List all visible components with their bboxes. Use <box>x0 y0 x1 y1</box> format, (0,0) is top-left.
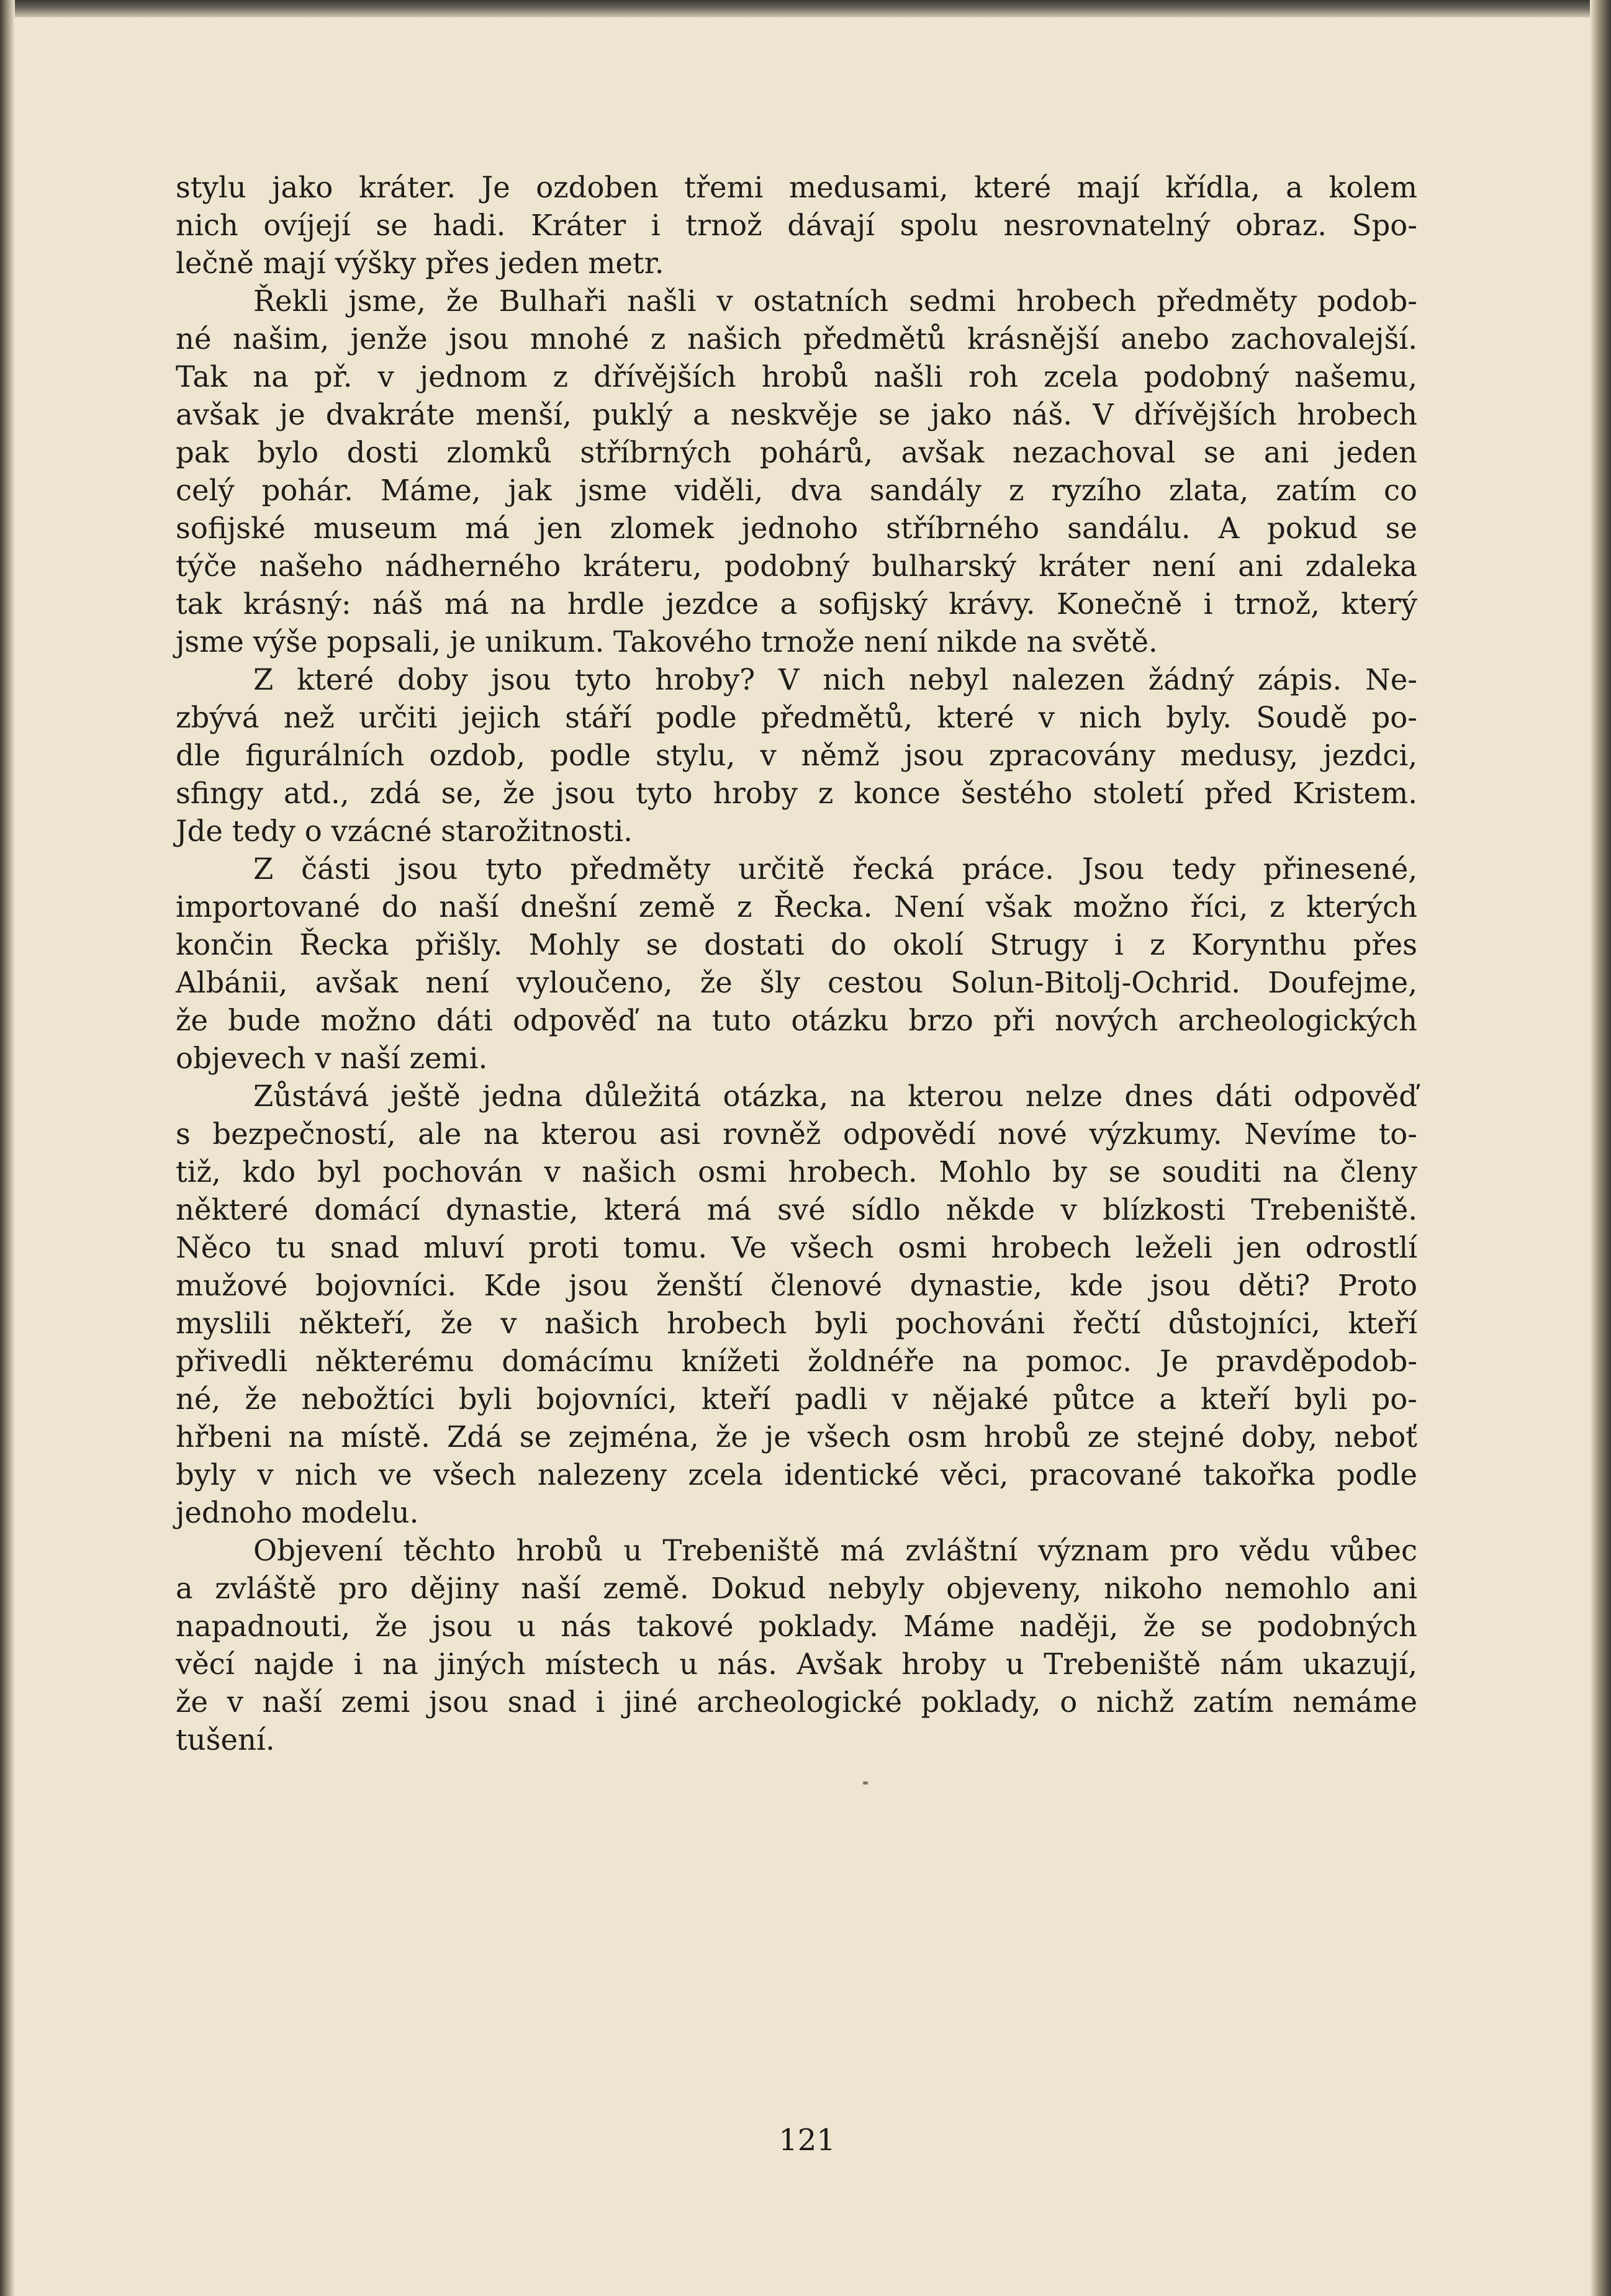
text-line: sofijské museum má jen zlomek jednoho stříbrného sandálu. A pokud se <box>176 511 1417 545</box>
text-line: stylu jako kráter. Je ozdoben třemi medusami, které mají křídla, a kolem <box>176 171 1417 204</box>
scan-left-edge <box>0 0 15 2296</box>
text-line: zbývá než určiti jejich stáří podle předmětů, které v nich byly. Soudě po- <box>176 701 1417 734</box>
text-line: Tak na př. v jednom z dřívějších hrobů našli roh zcela podobný našemu, <box>176 360 1417 394</box>
text-line: některé domácí dynastie, která má své sídlo někde v blízkosti Trebeniště. <box>176 1193 1417 1227</box>
scan-top-edge <box>0 0 1611 17</box>
text-line: hřbeni na místě. Zdá se zejména, že je všech osm hrobů ze stejné doby, neboť <box>176 1420 1417 1454</box>
text-line: nich ovíjejí se hadi. Kráter i trnož dávají spolu nesrovnatelný obraz. Spo- <box>176 209 1417 242</box>
text-line: s bezpečností, ale na kterou asi rovněž odpovědí nové výzkumy. Nevíme to- <box>176 1117 1417 1151</box>
page-number: 121 <box>778 2123 836 2158</box>
text-line: a zvláště pro dějiny naší země. Dokud nebyly objeveny, nikoho nemohlo ani <box>176 1572 1417 1605</box>
text-line: objevech v naší zemi. <box>176 1042 488 1075</box>
text-line: tušení. <box>176 1723 275 1757</box>
text-line: né, že nebožtíci byli bojovníci, kteří padli v nějaké půtce a kteří byli po- <box>176 1382 1417 1416</box>
text-line: Něco tu snad mluví proti tomu. Ve všech osmi hrobech leželi jen odrostlí <box>176 1231 1417 1264</box>
text-line: věcí najde i na jiných místech u nás. Avšak hroby u Trebeniště nám ukazují, <box>176 1647 1417 1681</box>
text-line: Jde tedy o vzácné starožitnosti. <box>176 814 633 848</box>
text-line: myslili někteří, že v našich hrobech byli pochováni řečtí důstojníci, kteří <box>176 1307 1417 1340</box>
text-line: Řekli jsme, že Bulhaři našli v ostatních sedmi hrobech předměty podob- <box>253 284 1417 318</box>
text-line: přivedli některému domácímu knížeti žoldnéře na pomoc. Je pravděpodob- <box>176 1344 1417 1378</box>
text-line: né našim, jenže jsou mnohé z našich předmětů krásnější anebo zachovalejší. <box>176 322 1417 356</box>
text-line: jednoho modelu. <box>176 1496 419 1529</box>
text-line: napadnouti, že jsou u nás takové poklady. Máme naději, že se podobných <box>176 1609 1417 1643</box>
text-line: pak bylo dosti zlomků stříbrných pohárů, avšak nezachoval se ani jeden <box>176 436 1417 469</box>
text-line: tak krásný: náš má na hrdle jezdce a sofijský krávy. Konečně i trnož, který <box>176 587 1417 621</box>
text-line: mužové bojovníci. Kde jsou ženští členové dynastie, kde jsou děti? Proto <box>176 1269 1417 1302</box>
text-line: celý pohár. Máme, jak jsme viděli, dva sandály z ryzího zlata, zatím co <box>176 474 1417 507</box>
text-line: dle figurálních ozdob, podle stylu, v němž jsou zpracovány medusy, jezdci, <box>176 739 1417 772</box>
body-text <box>176 169 1417 1759</box>
text-line: Z části jsou tyto předměty určitě řecká práce. Jsou tedy přinesené, <box>253 852 1417 886</box>
text-line: importované do naší dnešní země z Řecka. Není však možno říci, z kterých <box>176 890 1417 924</box>
text-line: týče našeho nádherného kráteru, podobný bulharský kráter není ani zdaleka <box>176 549 1417 583</box>
text-line: avšak je dvakráte menší, puklý a neskvěje se jako náš. V dřívějších hrobech <box>176 398 1417 431</box>
text-line: Albánii, avšak není vyloučeno, že šly cestou Solun-Bitolj-Ochrid. Doufejme, <box>176 966 1417 999</box>
text-line: lečně mají výšky přes jeden metr. <box>176 246 664 280</box>
text-line: končin Řecka přišly. Mohly se dostati do okolí Strugy i z Korynthu přes <box>176 928 1417 961</box>
text-line: že bude možno dáti odpověď na tuto otázku brzo při nových archeologických <box>176 1004 1417 1037</box>
text-line: byly v nich ve všech nalezeny zcela identické věci, pracované takořka podle <box>176 1458 1417 1492</box>
text-line: Z které doby jsou tyto hroby? V nich nebyl nalezen žádný zápis. Ne- <box>253 663 1417 696</box>
text-line: tiž, kdo byl pochován v našich osmi hrobech. Mohlo by se souditi na členy <box>176 1155 1417 1189</box>
text-line: Zůstává ještě jedna důležitá otázka, na kterou nelze dnes dáti odpověď <box>253 1079 1417 1113</box>
text-line: sfingy atd., zdá se, že jsou tyto hroby z konce šestého století před Kristem. <box>176 777 1417 810</box>
print-speck <box>863 1781 868 1785</box>
text-line: Objevení těchto hrobů u Trebeniště má zvláštní význam pro vědu vůbec <box>253 1534 1417 1567</box>
text-line: jsme výše popsali, je unikum. Takového trnože není nikde na světě. <box>176 625 1158 659</box>
text-line: že v naší zemi jsou snad i jiné archeologické poklady, o nichž zatím nemáme <box>176 1685 1417 1719</box>
scan-right-edge <box>1590 0 1611 2296</box>
